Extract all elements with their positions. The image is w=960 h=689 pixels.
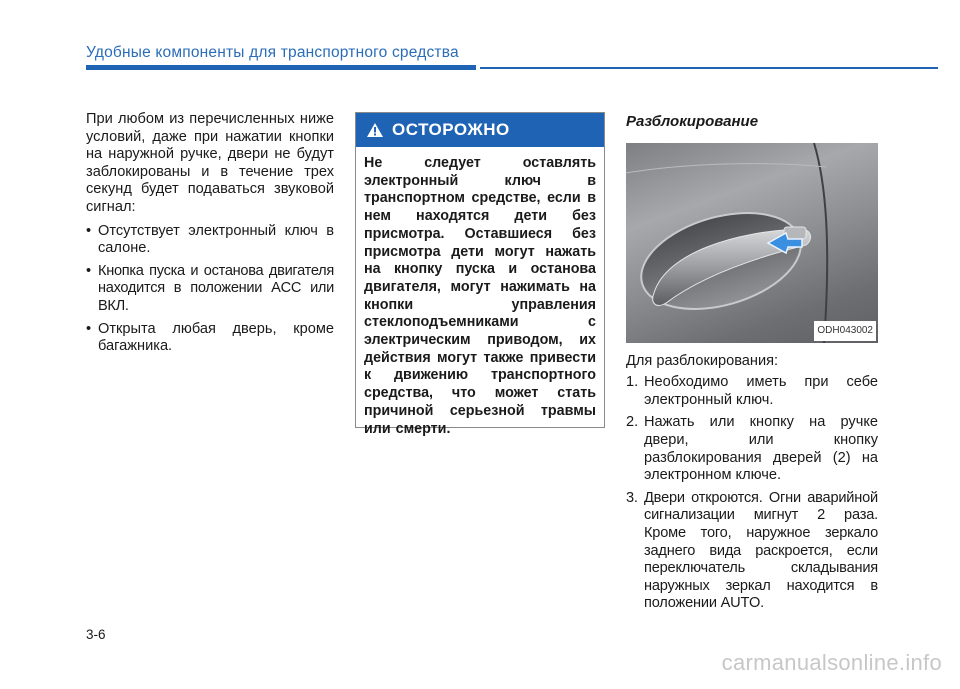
warning-header: [356, 113, 604, 147]
watermark: carmanualsonline.info: [721, 650, 942, 675]
bullet-text: Кнопка пуска и останова двигателя находится в положении ACC или ВКЛ.: [98, 262, 334, 314]
list-item: [626, 374, 878, 409]
step-text: Нажать или кнопку на ручке двери, или кнопку разблокирования дверей (2) на электронном ключе.: [644, 414, 878, 484]
header-rule-thick: [86, 65, 476, 70]
image-code: ODH043002: [814, 321, 876, 341]
step-number: 3.: [626, 489, 638, 506]
warning-box: [355, 112, 605, 437]
right-column: [626, 111, 878, 618]
door-handle-photo: [626, 143, 878, 343]
bullet-text: Отсутствует электронный ключ в салоне.: [98, 222, 334, 257]
list-item: [626, 414, 878, 484]
list-item: [626, 490, 878, 613]
left-column: [86, 111, 334, 361]
warning-text: Не следует оставлять электронный ключ в транспортном средстве, если в нем находятся дети без присмотра. Оставшиеся без присмотра дети могут нажать на кнопку пуска и останова двигателя, могут нажимать на кнопки управления стеклоподъемниками с электрическим приводом, их действия могут также привести к движению транспортного средства, что может стать причиной серьезной травмы или смерти.: [364, 155, 596, 437]
section-header-title: Удобные компоненты для транспортного средства: [86, 44, 459, 61]
bullet-symbol: •: [86, 222, 92, 239]
unlock-intro: Для разблокирования:: [626, 352, 779, 369]
list-item: [86, 321, 334, 356]
step-text: Необходимо иметь при себе электронный ключ.: [644, 374, 878, 408]
step-number: 1.: [626, 374, 639, 391]
unlock-steps: [626, 374, 878, 613]
list-item: [86, 223, 334, 258]
warning-title: ОСТОРОЖНО: [392, 120, 510, 139]
bullet-symbol: •: [86, 320, 92, 337]
step-number: 2.: [626, 414, 639, 431]
page-number: 3-6: [86, 627, 106, 642]
bullet-text: Открыта любая дверь, кроме багажника.: [98, 320, 334, 355]
warning-triangle-icon: [366, 122, 384, 138]
bullet-symbol: •: [86, 262, 91, 279]
unlock-section-title: Разблокирование: [626, 113, 759, 130]
conditions-list: [86, 223, 334, 356]
list-item: [86, 263, 334, 316]
conditions-paragraph: При любом из перечисленных ниже условий, даже при нажатии кнопки на наружной ручке, двери не будут заблокированы и в течение трех секунд будет подаваться звуковой сигнал:: [86, 111, 334, 215]
door-handle-illustration: [626, 143, 878, 343]
header-rule-thin: [480, 67, 938, 69]
step-text: Двери откроются. Огни аварийной сигнализации мигнут 2 раза. Кроме того, наружное зеркало заднего вида раскроется, если переключатель складывания наружных зеркал находится в положении AUTO.: [644, 489, 878, 612]
